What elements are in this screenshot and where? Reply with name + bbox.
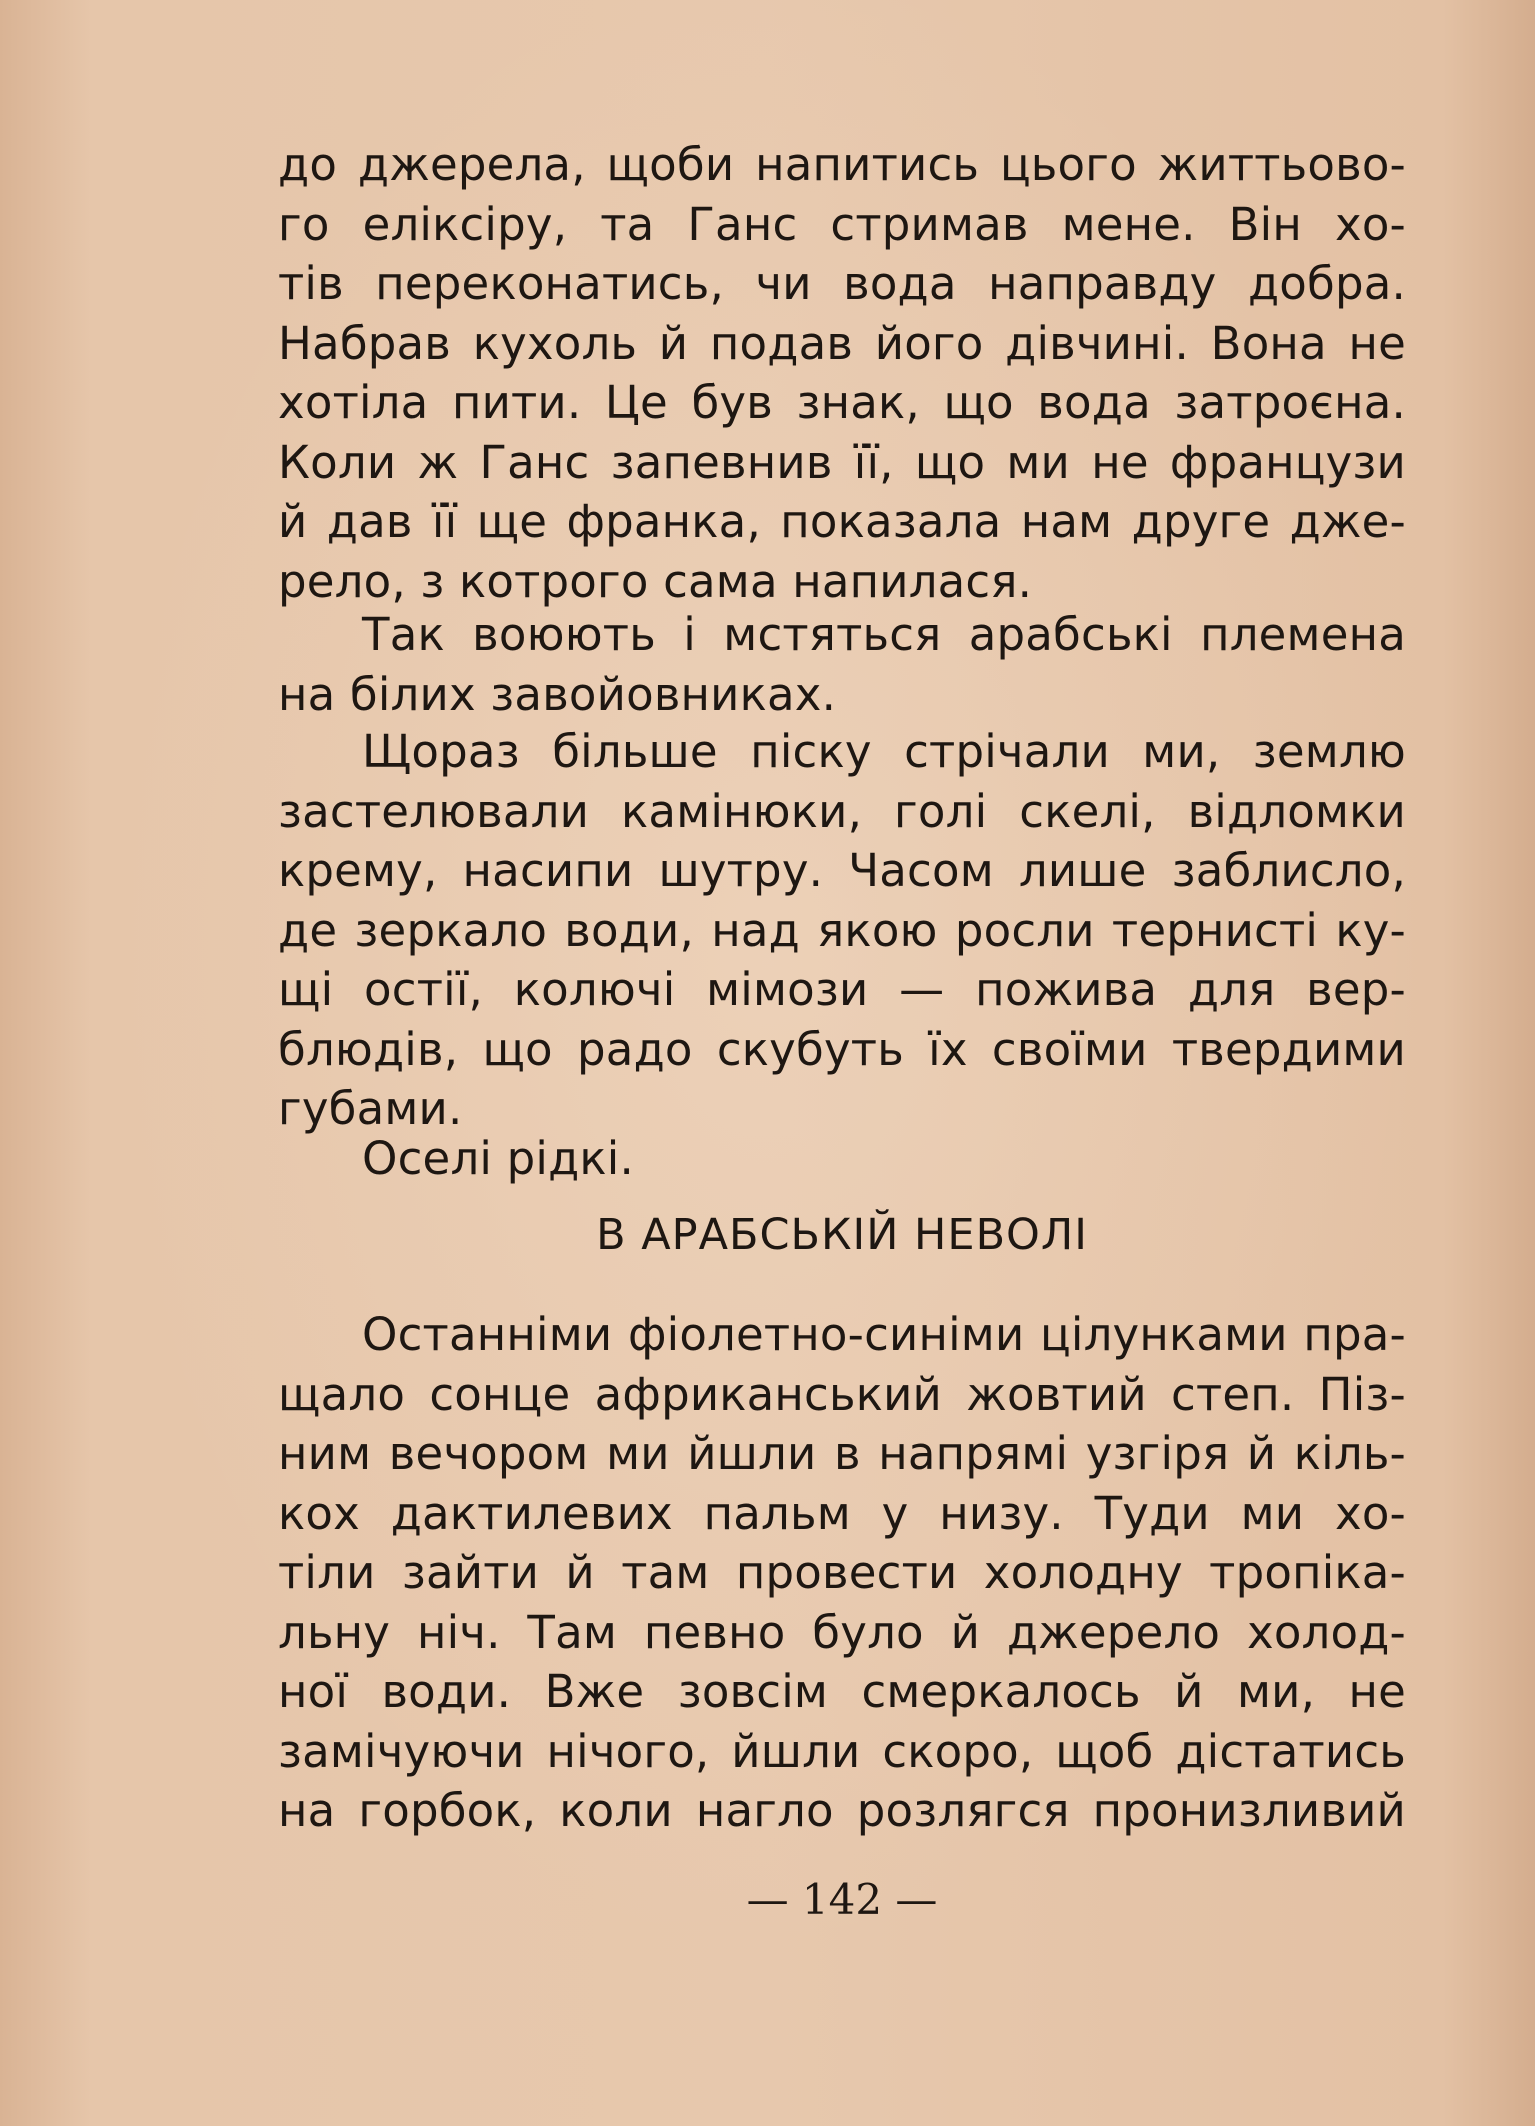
text-line: й дав її ще франка, показала нам друге дже- bbox=[278, 495, 1406, 548]
paragraph-4 bbox=[278, 1129, 1406, 1189]
text-line: щі остії, колючі мімози — пожива для вер- bbox=[278, 963, 1406, 1016]
text-line: Набрав кухоль й подав його дівчині. Вона не bbox=[278, 316, 1406, 370]
page-number: — 142 — bbox=[746, 1875, 938, 1924]
text-line: ним вечором ми йшли в напрямі узгіря й кіль- bbox=[278, 1427, 1406, 1480]
paragraph-3 bbox=[278, 722, 1406, 1139]
text-line: до джерела, щоби напитись цього життьово- bbox=[278, 138, 1406, 191]
text-line: Коли ж Ганс запевнив її, що ми не французи bbox=[278, 435, 1406, 489]
text-line: крему, насипи шутру. Часом лише заблисло, bbox=[278, 844, 1406, 897]
text-line: Оселі рідкі. bbox=[362, 1132, 634, 1185]
text-line: на горбок, коли нагло розлягся пронизливий bbox=[278, 1784, 1406, 1837]
paragraph-2 bbox=[278, 605, 1406, 724]
text-line: тів переконатись, чи вода направду добра. bbox=[278, 257, 1406, 310]
text-line: на білих завойовниках. bbox=[278, 667, 837, 721]
text-line: губами. bbox=[278, 1082, 463, 1135]
text-line: го еліксіру, та Ганс стримав мене. Він хо- bbox=[278, 197, 1406, 251]
paragraph-5 bbox=[278, 1305, 1406, 1841]
text-line: щало сонце африканський жовтий степ. Піз- bbox=[278, 1367, 1406, 1421]
text-line: де зеркало води, над якою росли тернисті ку- bbox=[278, 903, 1406, 957]
text-line: Щораз більше піску стрічали ми, землю bbox=[362, 725, 1406, 778]
text-line: льну ніч. Там певно було й джерело холод- bbox=[278, 1605, 1406, 1659]
text-line: Останніми фіолетно-синіми цілунками пра- bbox=[362, 1308, 1406, 1361]
text-line: Так воюють і мстяться арабські племена bbox=[362, 608, 1406, 661]
text-line: хотіла пити. Це був знак, що вода затроєна. bbox=[278, 376, 1406, 429]
text-line: замічуючи нічого, йшли скоро, щоб дістатись bbox=[278, 1724, 1406, 1778]
text-line: ної води. Вже зовсім смеркалось й ми, не bbox=[278, 1665, 1406, 1718]
paragraph-1 bbox=[278, 135, 1406, 611]
text-line: рело, з котрого сама напилася. bbox=[278, 554, 1033, 608]
text-line: кох дактилевих пальм у низу. Туди ми хо- bbox=[278, 1486, 1406, 1540]
text-line: тіли зайти й там провести холодну тропіка- bbox=[278, 1546, 1406, 1599]
text-line: застелювали камінюки, голі скелі, відломки bbox=[278, 784, 1406, 838]
text-line: блюдів, що радо скубуть їх своїми твердими bbox=[278, 1022, 1406, 1076]
section-heading: В АРАБСЬКІЙ НЕВОЛІ bbox=[596, 1210, 1088, 1260]
